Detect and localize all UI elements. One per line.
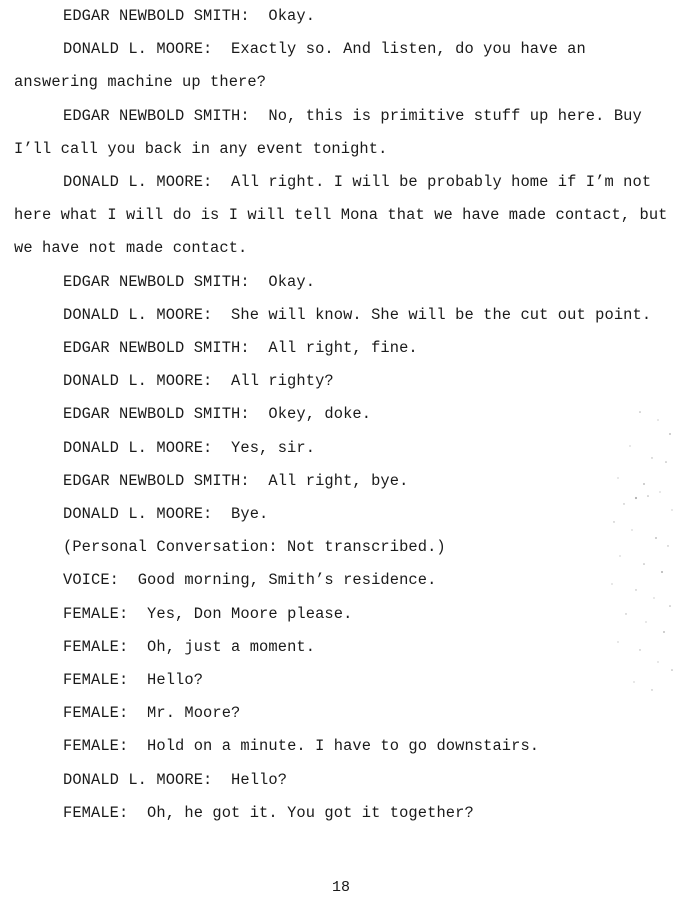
utterance-text: (Personal Conversation: Not transcribed.)	[63, 538, 446, 557]
speaker-label: EDGAR NEWBOLD SMITH:	[63, 471, 250, 490]
speaker-label: DONALD L. MOORE:	[63, 372, 213, 391]
scan-noise-speckle	[600, 400, 682, 700]
transcript-line	[14, 365, 674, 398]
utterance-text: Okay.	[268, 7, 316, 25]
speaker-label: EDGAR NEWBOLD SMITH:	[63, 106, 250, 125]
transcript-line	[14, 299, 674, 332]
speaker-label: FEMALE:	[63, 671, 129, 690]
utterance-text: Hold on a minute. I have to go downstairs.	[147, 737, 540, 756]
utterance-text: Oh, just a moment.	[147, 637, 316, 656]
speaker-label: DONALD L. MOORE:	[63, 438, 213, 457]
transcript-line	[14, 598, 674, 631]
utterance-text: All right. I will be probably home if I’m not here what I will do is I will tell Mona that we have made contact, but we have not made contact.	[14, 173, 668, 258]
utterance-text: Hello?	[231, 770, 288, 789]
transcript-line	[14, 166, 674, 266]
utterance-text: Good morning, Smith’s residence.	[137, 571, 437, 590]
utterance-text: Yes, sir.	[231, 438, 316, 457]
transcript-line	[14, 564, 674, 597]
transcript-line	[14, 764, 674, 797]
transcript-line	[14, 697, 674, 730]
page-number: 18	[331, 879, 350, 896]
utterance-text: All right, bye.	[268, 471, 409, 490]
transcript-line	[14, 664, 674, 697]
utterance-text: Okey, doke.	[268, 405, 372, 424]
speaker-label: DONALD L. MOORE:	[63, 40, 213, 59]
transcript-line	[14, 730, 674, 763]
transcript-line	[14, 797, 674, 830]
utterance-text: No, this is primitive stuff up here. Buy I’ll call you back in any event tonight.	[14, 106, 642, 158]
speaker-label: EDGAR NEWBOLD SMITH:	[63, 7, 250, 25]
utterance-text: All right, fine.	[268, 339, 418, 358]
transcript-line	[14, 332, 674, 365]
transcript-line	[14, 266, 674, 299]
transcript-line	[14, 33, 674, 99]
speaker-label: EDGAR NEWBOLD SMITH:	[63, 405, 250, 424]
utterance-text: Exactly so. And listen, do you have an answering machine up there?	[14, 40, 586, 92]
utterance-text: Bye.	[231, 505, 269, 524]
transcript-line	[14, 432, 674, 465]
transcript-body	[14, 0, 674, 830]
speaker-label: FEMALE:	[63, 803, 129, 822]
speaker-label: FEMALE:	[63, 637, 129, 656]
utterance-text: Hello?	[147, 671, 204, 690]
speaker-label: FEMALE:	[63, 737, 129, 756]
speaker-label: DONALD L. MOORE:	[63, 173, 213, 192]
speaker-label: DONALD L. MOORE:	[63, 770, 213, 789]
transcript-line	[14, 398, 674, 431]
utterance-text: Yes, Don Moore please.	[147, 604, 353, 623]
speaker-label: FEMALE:	[63, 704, 129, 723]
speaker-label: DONALD L. MOORE:	[63, 305, 213, 324]
utterance-text: She will know. She will be the cut out point.	[231, 305, 652, 324]
transcript-line	[14, 0, 674, 33]
transcript-line	[14, 498, 674, 531]
utterance-text: Mr. Moore?	[147, 704, 241, 723]
speaker-label: FEMALE:	[63, 604, 129, 623]
utterance-text: All righty?	[231, 372, 334, 391]
speaker-label: DONALD L. MOORE:	[63, 505, 213, 524]
speaker-label: EDGAR NEWBOLD SMITH:	[63, 272, 250, 291]
utterance-text: Oh, he got it. You got it together?	[147, 803, 474, 822]
utterance-text: Okay.	[268, 272, 316, 291]
transcript-line	[14, 465, 674, 498]
speaker-label: EDGAR NEWBOLD SMITH:	[63, 339, 250, 358]
transcript-line	[14, 631, 674, 664]
transcript-line	[14, 531, 674, 564]
speaker-label: VOICE:	[63, 571, 120, 590]
transcript-line	[14, 100, 674, 166]
